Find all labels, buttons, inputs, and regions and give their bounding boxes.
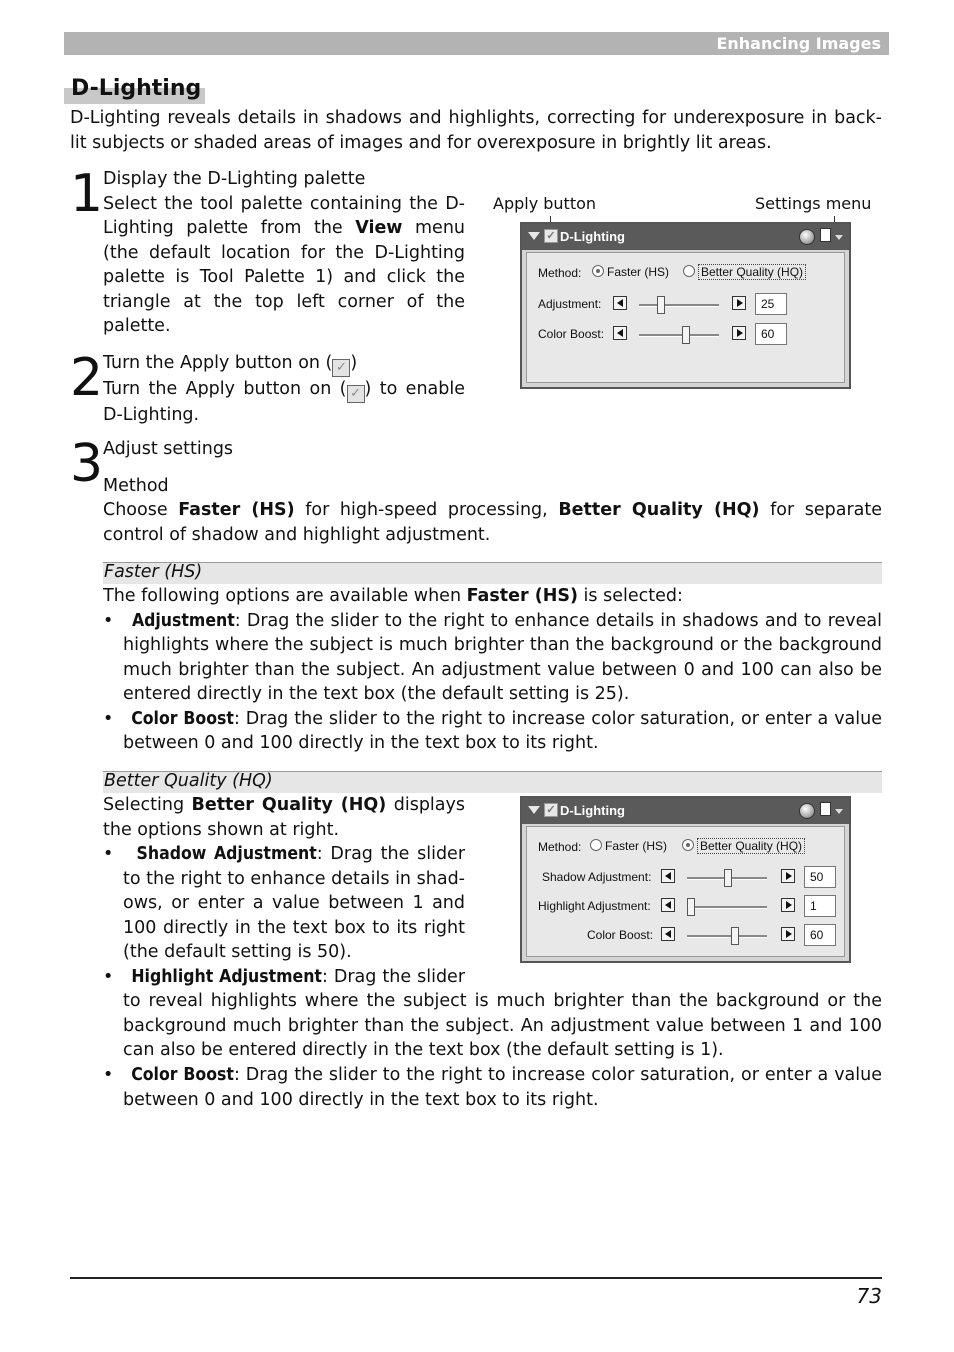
- highlight-slider-thumb[interactable]: [687, 898, 695, 916]
- step-1-text-b: menu (the default location for the D-Lighting palette is Tool Palette 1) and click the triangle at the top left corner of the palette.: [103, 218, 465, 336]
- adjustment-value-field[interactable]: 25: [755, 293, 787, 315]
- hs-heading: Faster (HS): [104, 562, 203, 582]
- settings-menu-icon[interactable]: [820, 228, 831, 242]
- color-boost-increase-button[interactable]: [732, 326, 746, 340]
- step-2: [103, 351, 465, 428]
- method-hs-ref: Faster (HS): [178, 500, 295, 520]
- hq-bullet-highlight-cont: to reveal highlights where the subject is much brighter than the background or the background much brighter than the subject. An adjustment value between 1 and 100 can also be entered directly in the text box (the default setting is 1).: [123, 991, 882, 1060]
- highlight-increase-button[interactable]: [781, 898, 795, 912]
- hq-section-narrow: [103, 793, 465, 989]
- bullet-key: Shadow Adjustment: [136, 844, 317, 864]
- bullet-text: : Drag the slider to the right to increase color saturation, or enter a value between 0 and 100 directly in the text box to its right.: [123, 1065, 882, 1110]
- collapse-triangle-icon[interactable]: [528, 806, 540, 814]
- adjustment-decrease-button[interactable]: [613, 296, 627, 310]
- method-heading: Method: [103, 475, 169, 496]
- hs-lead-a: The following options are available when: [103, 586, 467, 606]
- step-2-heading-b: ): [350, 353, 358, 373]
- apply-check-icon: ✓: [347, 385, 365, 403]
- hs-lead-c: is selected:: [577, 586, 683, 606]
- hq-lead-a: Selecting: [103, 795, 192, 815]
- bullet-text: : Drag the slider: [321, 966, 466, 987]
- highlight-value-field[interactable]: 1: [804, 895, 836, 917]
- method-label: Method:: [538, 266, 582, 280]
- bullet-text: : Drag the slider to the right to enhance details in shad-ows, or enter a value between 1 and 100 directly in the text box to its right (the default setting is 50).: [123, 844, 466, 962]
- view-menu-ref: View: [355, 218, 403, 238]
- step-1-heading: Display the D-Lighting palette: [103, 169, 366, 189]
- palette-body: [526, 252, 845, 383]
- color-boost-value-field[interactable]: 60: [804, 924, 836, 946]
- radio-better-quality-hq[interactable]: [682, 839, 805, 853]
- header-bar: [64, 32, 889, 55]
- method-hq-ref: Better Quality (HQ): [558, 500, 760, 520]
- radio-better-quality-hq[interactable]: [683, 265, 806, 279]
- chevron-down-icon[interactable]: [835, 809, 843, 814]
- adjustment-slider-thumb[interactable]: [657, 296, 665, 314]
- radio-label-hq: Better Quality (HQ): [697, 838, 805, 854]
- step-3-heading: Adjust settings: [103, 439, 234, 459]
- color-boost-decrease-button[interactable]: [613, 326, 627, 340]
- hq-bullet-highlight-start: • Highlight Adjustment: Drag the slider: [103, 966, 466, 987]
- color-boost-slider-track[interactable]: [687, 935, 767, 938]
- step-1-text-a: Select the tool palette containing the D-Lighting palette from the: [103, 193, 465, 238]
- radio-label-hs: Faster (HS): [607, 265, 670, 279]
- shadow-adjustment-label: Shadow Adjustment:: [542, 870, 652, 884]
- highlight-decrease-button[interactable]: [661, 898, 675, 912]
- radio-label-hq: Better Quality (HQ): [698, 264, 806, 280]
- step-2-body: [103, 377, 465, 428]
- color-boost-label: Color Boost:: [538, 327, 605, 341]
- radio-selected-icon[interactable]: [592, 265, 604, 277]
- step-1-number: 1: [70, 164, 102, 224]
- radio-unselected-icon[interactable]: [590, 839, 602, 851]
- palette-body: [526, 826, 845, 957]
- highlight-adjustment-label: Highlight Adjustment:: [538, 899, 651, 913]
- step-1-body: [103, 192, 465, 339]
- palette-title: D-Lighting: [560, 803, 625, 818]
- hq-lead-b: Better Quality (HQ): [191, 795, 387, 815]
- color-boost-decrease-button[interactable]: [661, 927, 675, 941]
- palette-title-bar: [522, 798, 849, 824]
- color-boost-slider-thumb[interactable]: [731, 927, 739, 945]
- hq-section-wide: [123, 989, 882, 1063]
- step-2-number: 2: [70, 348, 102, 408]
- step-2-heading: [103, 351, 465, 377]
- bullet-text: : Drag the slider to the right to enhance details in shadows and to reveal highlights where the subject is much brighter than the background or the background much brighter than the subject. An adjustment value between 0 and 100 can also be entered directly in the text box (the default setting is 25).: [123, 610, 883, 704]
- footer-rule: [70, 1277, 882, 1279]
- hq-lead-c: displays the options shown at right.: [103, 795, 465, 840]
- hs-lead: [103, 584, 882, 609]
- hs-lead-b: Faster (HS): [466, 586, 578, 606]
- settings-menu-icon[interactable]: [820, 802, 831, 816]
- radio-label-hs: Faster (HS): [605, 839, 668, 853]
- shadow-increase-button[interactable]: [781, 869, 795, 883]
- chevron-down-icon[interactable]: [835, 235, 843, 240]
- hq-bullet-shadow: • Shadow Adjustment: Drag the slider to the right to enhance details in shad-ows, or enter a value between 1 and 100 directly in the text box to its right (the default setting is 50).: [103, 844, 466, 962]
- shadow-decrease-button[interactable]: [661, 869, 675, 883]
- color-boost-slider-thumb[interactable]: [682, 326, 690, 344]
- radio-faster-hs[interactable]: [592, 265, 669, 279]
- palette-title: D-Lighting: [560, 229, 625, 244]
- method-text-a: Choose: [103, 500, 179, 520]
- highlight-slider-track[interactable]: [687, 906, 767, 909]
- hs-bullet-color-boost: • Color Boost: Drag the slider to the right to increase color saturation, or enter a value between 0 and 100 directly in the text box to its right.: [103, 708, 882, 753]
- bullet-key: Adjustment: [131, 610, 235, 631]
- hs-section: [103, 584, 882, 756]
- palette-title-bar: [522, 224, 849, 250]
- step-2-body-b: ) to enable D-Lighting.: [103, 379, 466, 425]
- bullet-key: Color Boost: [131, 708, 234, 729]
- callout-apply-button: Apply button: [493, 194, 597, 213]
- radio-selected-icon[interactable]: [682, 839, 694, 851]
- apply-button[interactable]: ✓: [544, 803, 558, 817]
- shadow-value-field[interactable]: 50: [804, 866, 836, 888]
- method-text-d: for separate control of shadow and highlight adjustment.: [103, 500, 883, 545]
- callout-settings-menu: Settings menu: [755, 194, 872, 213]
- shadow-slider-thumb[interactable]: [724, 869, 732, 887]
- step-3-number: 3: [70, 434, 102, 494]
- apply-button[interactable]: ✓: [544, 229, 558, 243]
- step-2-heading-a: Turn the Apply button on (: [103, 353, 333, 373]
- hq-heading: Better Quality (HQ): [104, 771, 273, 791]
- hq-section-last: [103, 1063, 882, 1112]
- radio-faster-hs[interactable]: [590, 839, 667, 853]
- d-lighting-palette-hq: [520, 796, 851, 963]
- bullet-key: Color Boost: [131, 1065, 234, 1085]
- adjustment-label: Adjustment:: [538, 297, 602, 311]
- method-text-c: for high-speed processing,: [294, 500, 559, 520]
- hq-lead: [103, 793, 465, 842]
- method-label: Method:: [538, 840, 582, 854]
- hs-bullet-adjustment: • Adjustment: Drag the slider to the right to enhance details in shadows and to reveal highlights where the subject is much brighter than the background or the background much brighter than the subject. An adjustment value between 0 and 100 can also be entered directly in the text box (the default setting is 25).: [103, 610, 883, 704]
- radio-unselected-icon[interactable]: [683, 265, 695, 277]
- adjustment-increase-button[interactable]: [732, 296, 746, 310]
- page-title: D-Lighting: [71, 76, 202, 101]
- step-1: [103, 167, 465, 339]
- adjustment-slider-track[interactable]: [639, 304, 719, 307]
- collapse-triangle-icon[interactable]: [528, 232, 540, 240]
- d-lighting-palette-hs: [520, 222, 851, 389]
- step-3: [103, 437, 882, 547]
- method-body: [103, 498, 882, 547]
- step-2-body-a: Turn the Apply button on (: [103, 379, 347, 399]
- hq-bullet-color-boost: • Color Boost: Drag the slider to the right to increase color saturation, or enter a value between 0 and 100 directly in the text box to its right.: [103, 1065, 882, 1110]
- page-number: 73: [856, 1284, 882, 1308]
- intro-paragraph: D-Lighting reveals details in shadows and highlights, correcting for underexposure in back-lit subjects or shaded areas of images and for overexposure in brightly lit areas.: [70, 108, 882, 153]
- color-boost-slider-track[interactable]: [639, 334, 719, 337]
- section-title: Enhancing Images: [716, 34, 881, 53]
- bullet-key: Highlight Adjustment: [131, 966, 322, 987]
- color-boost-increase-button[interactable]: [781, 927, 795, 941]
- hs-heading-bar: [103, 562, 882, 584]
- reset-circle-icon[interactable]: [799, 803, 815, 819]
- apply-check-icon: ✓: [332, 359, 350, 377]
- color-boost-value-field[interactable]: 60: [755, 323, 787, 345]
- bullet-text: : Drag the slider to the right to increase color saturation, or enter a value between 0 and 100 directly in the text box to its right.: [123, 708, 882, 753]
- reset-circle-icon[interactable]: [799, 229, 815, 245]
- color-boost-label: Color Boost:: [587, 928, 654, 942]
